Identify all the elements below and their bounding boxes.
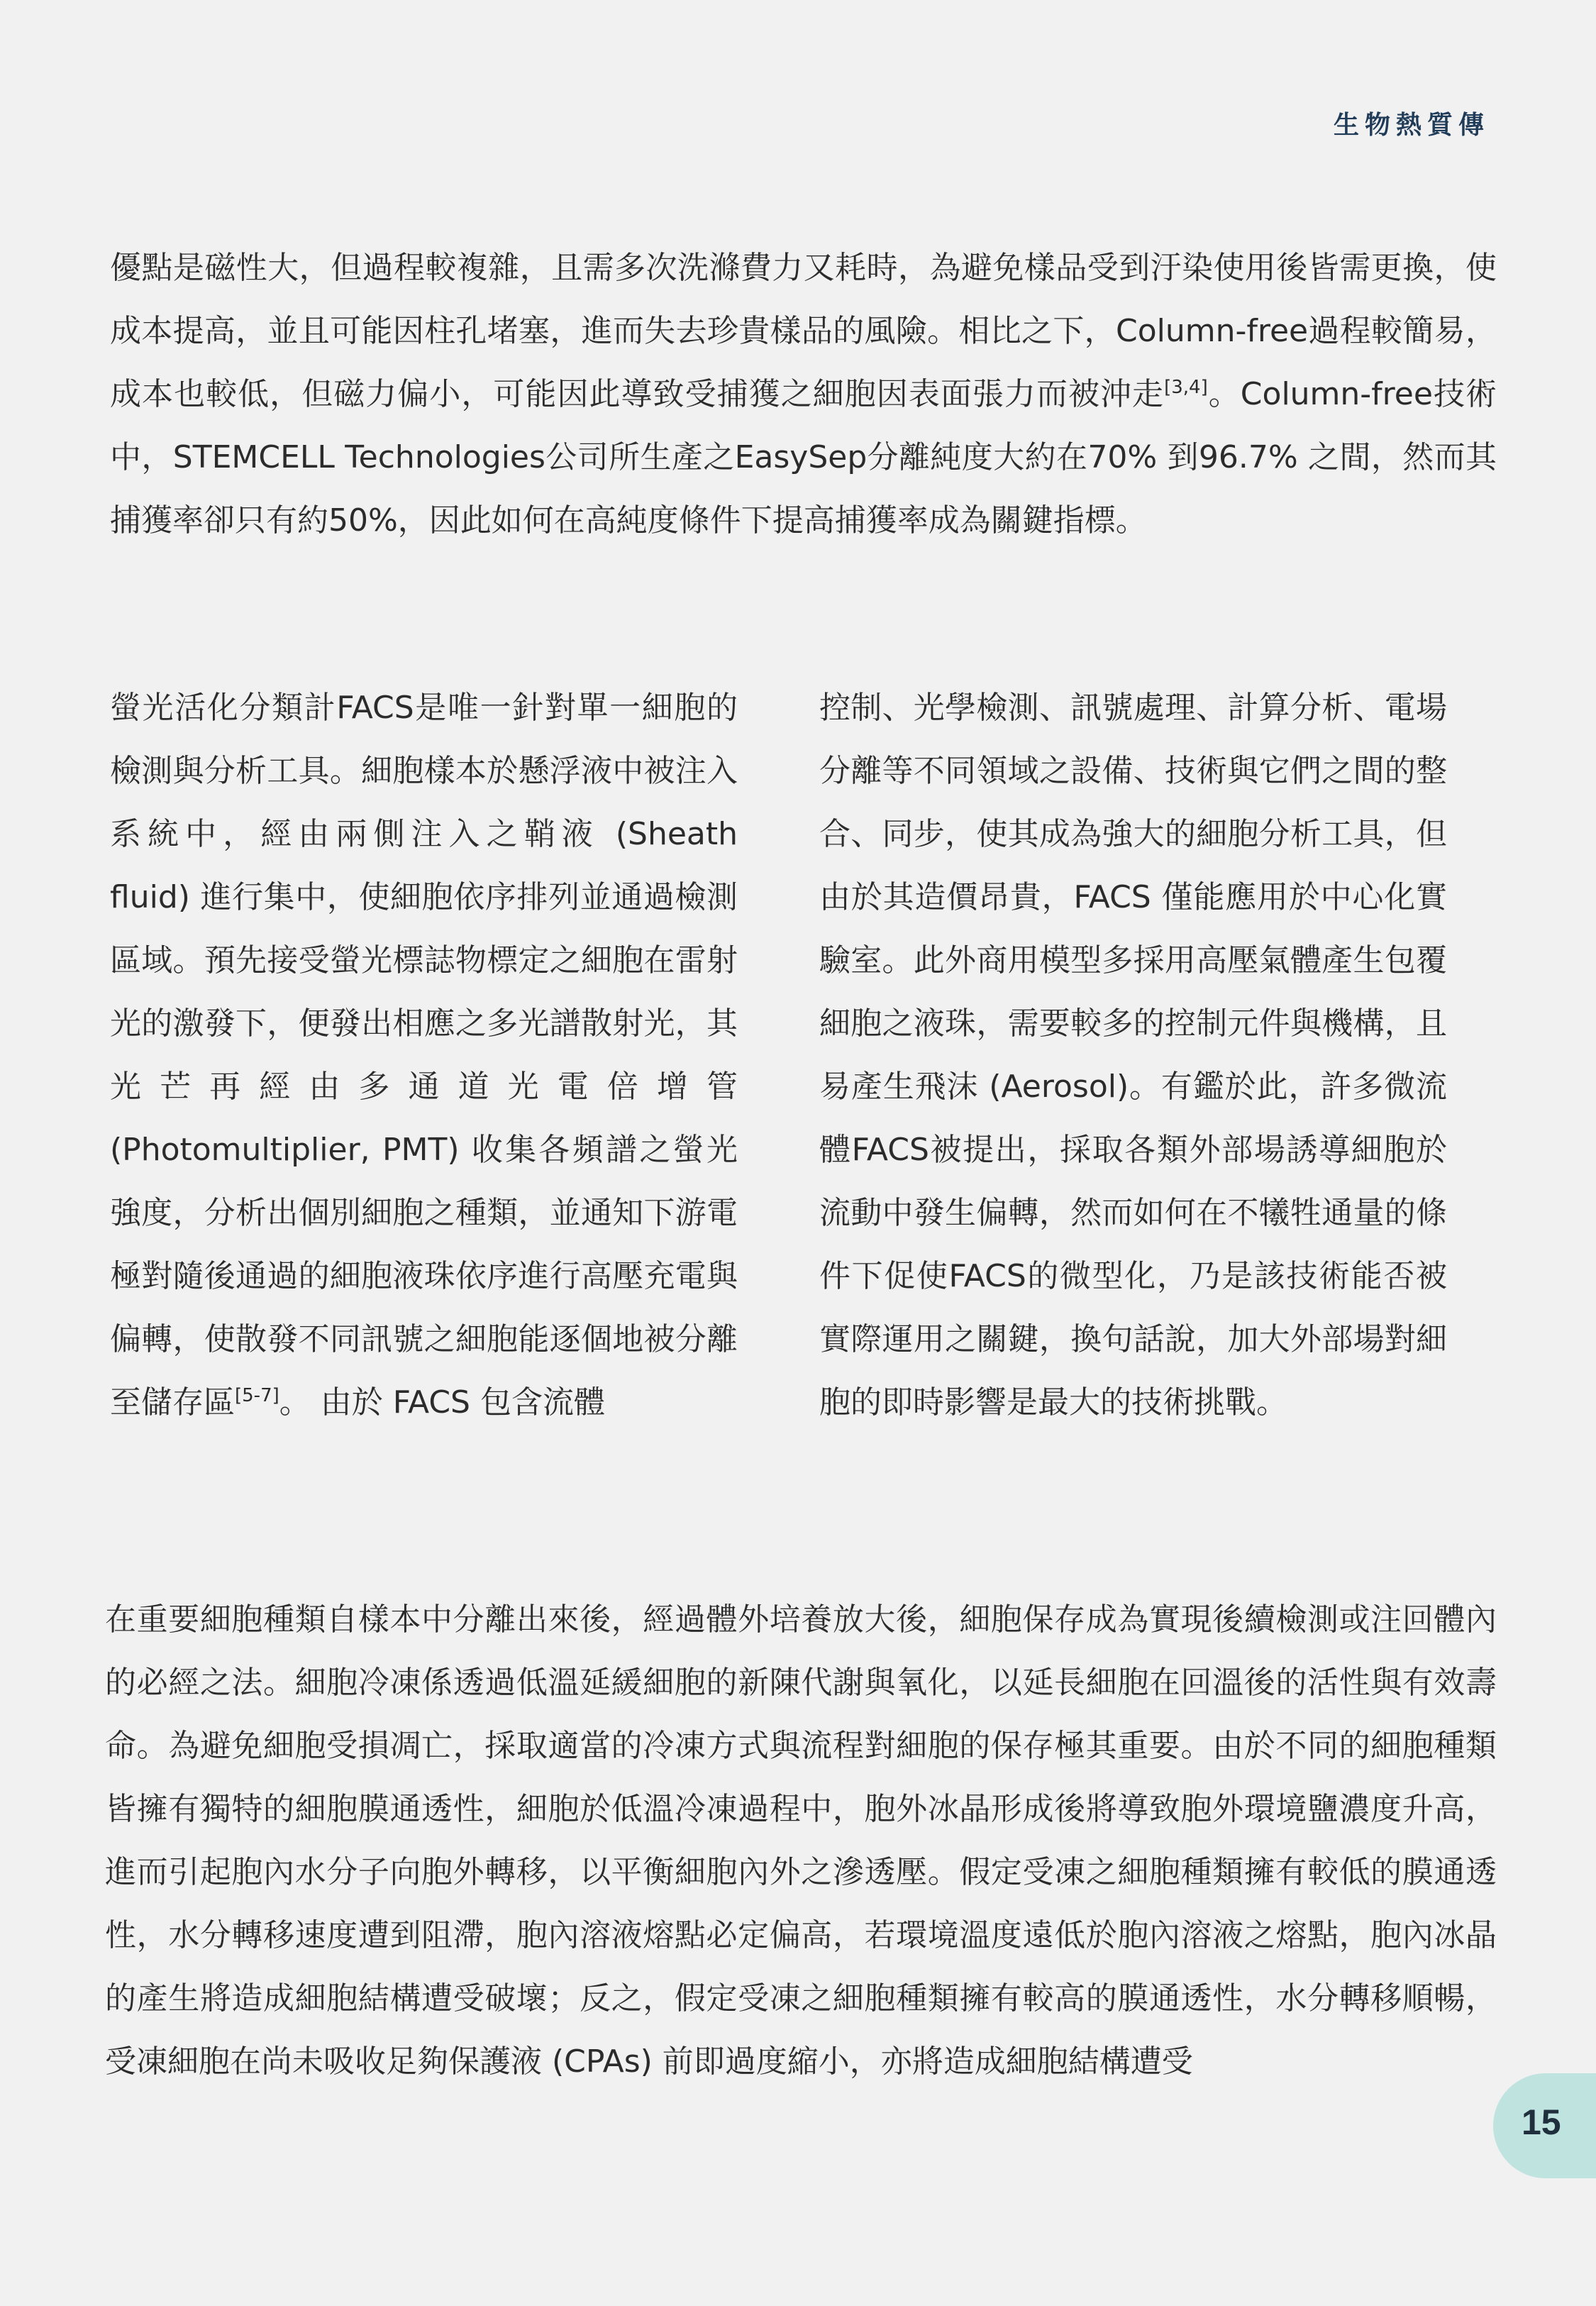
facs-left-text-a: 螢光活化分類計FACS是唯一針對單一細胞的檢測與分析工具。細胞樣本於懸浮液中被注入系統中，經由兩側注入之鞘液 (Sheath fluid) 進行集中，使細胞依序排列並通過檢測區域。預先接受螢光標誌物標定之細胞在雷射光的激發下，便發出相應之多光譜散射光，其光芒再經由多通道光電倍增管 (Photomultiplier, PMT) 收集各頻譜之螢光強度，分析出個別細胞之種類，並通知下游電極對隨後通過的細胞液珠依序進行高壓充電與偏轉，使散發不同訊號之細胞能逐個地被分離至儲存區 [110, 690, 738, 1420]
running-header: 生物熱質傳 [1333, 111, 1490, 140]
page-number: 15 [1522, 2102, 1561, 2142]
citation-3-4: [3,4] [1164, 377, 1208, 398]
facs-column-right: 控制、光學檢測、訊號處理、計算分析、電場分離等不同領域之設備、技術與它們之間的整合、同步，使其成為強大的細胞分析工具，但由於其造價昂貴，FACS 僅能應用於中心化實驗室。此外商用模型多採用高壓氣體產生包覆細胞之液珠，需要較多的控制元件與機構，且易產生飛沫 (Aerosol)。有鑑於此，許多微流體FACS被提出，採取各類外部場誘導細胞於流動中發生偏轉，然而如何在不犧牲通量的條件下促使FACS的微型化，乃是該技術能否被實際運用之關鍵，換句話說，加大外部場對細胞的即時影響是最大的技術挑戰。 [819, 690, 1447, 1420]
intro-text-a: 優點是磁性大，但過程較複雜，且需多次洗滌費力又耗時，為避免樣品受到汙染使用後皆需更換，使成本提高，並且可能因柱孔堵塞，進而失去珍貴樣品的風險。相比之下，Column-free過程較簡易，成本也較低，但磁力偏小，可能因此導致受捕獲之細胞因表面張力而被沖走 [110, 250, 1497, 412]
intro-text-b: 。Column-free技術中，STEMCELL Technologies公司所生產之EasySep分離純度大約在70% 到96.7% 之間，然而其捕獲率卻只有約50%，因此如何在高純度條件下提高捕獲率成為關鍵指標。 [110, 376, 1497, 539]
page-number-tab [1493, 2073, 1596, 2178]
facs-column-left [110, 676, 738, 1434]
intro-paragraph [110, 236, 1497, 552]
citation-5-7: [5-7] [235, 1385, 279, 1406]
cryopreservation-paragraph: 在重要細胞種類自樣本中分離出來後，經過體外培養放大後，細胞保存成為實現後續檢測或注回體內的必經之法。細胞冷凍係透過低溫延緩細胞的新陳代謝與氧化，以延長細胞在回溫後的活性與有效壽命。為避免細胞受損凋亡，採取適當的冷凍方式與流程對細胞的保存極其重要。由於不同的細胞種類皆擁有獨特的細胞膜通透性，細胞於低溫冷凍過程中，胞外冰晶形成後將導致胞外環境鹽濃度升高，進而引起胞內水分子向胞外轉移，以平衡細胞內外之滲透壓。假定受凍之細胞種類擁有較低的膜通透性，水分轉移速度遭到阻滯，胞內溶液熔點必定偏高，若環境溫度遠低於胞內溶液之熔點，胞內冰晶的產生將造成細胞結構遭受破壞；反之，假定受凍之細胞種類擁有較高的膜通透性，水分轉移順暢，受凍細胞在尚未吸收足夠保護液 (CPAs) 前即過度縮小，亦將造成細胞結構遭受 [105, 1601, 1497, 2080]
facs-left-text-b: 。 由於 FACS 包含流體 [279, 1384, 605, 1420]
